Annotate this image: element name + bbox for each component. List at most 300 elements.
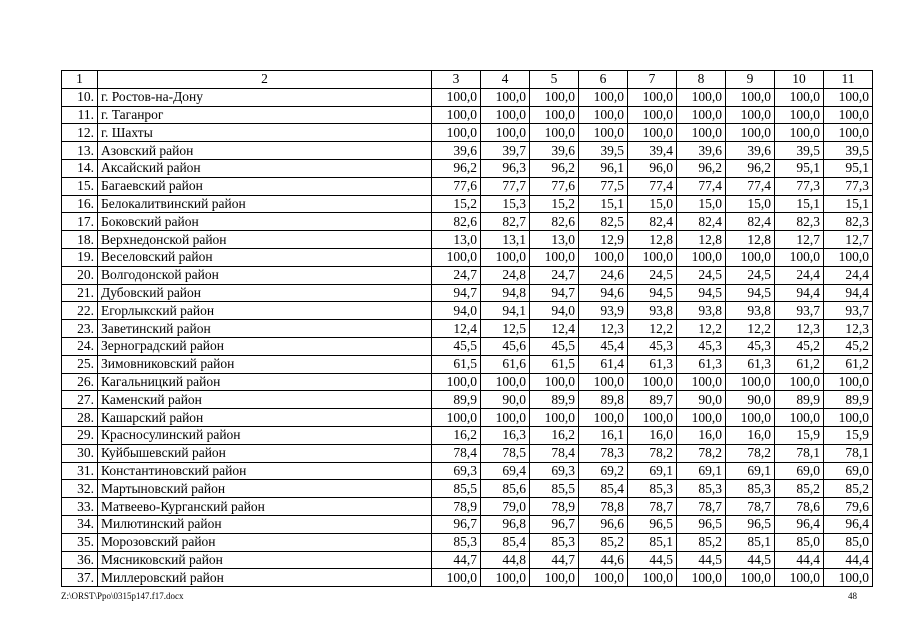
row-number: 29. <box>62 426 98 444</box>
value-cell: 15,0 <box>628 195 677 213</box>
value-cell: 100,0 <box>824 373 873 391</box>
value-cell: 96,5 <box>677 515 726 533</box>
value-cell: 15,2 <box>530 195 579 213</box>
value-cell: 100,0 <box>530 569 579 587</box>
region-name: Верхнедонской район <box>98 231 432 249</box>
table-row <box>62 551 873 569</box>
value-cell: 82,4 <box>677 213 726 231</box>
table-row <box>62 284 873 302</box>
value-cell: 93,7 <box>775 302 824 320</box>
value-cell: 77,6 <box>432 177 481 195</box>
value-cell: 100,0 <box>824 88 873 106</box>
row-number: 25. <box>62 355 98 373</box>
value-cell: 15,1 <box>824 195 873 213</box>
value-cell: 85,3 <box>726 480 775 498</box>
value-cell: 69,3 <box>530 462 579 480</box>
value-cell: 100,0 <box>481 124 530 142</box>
row-number: 22. <box>62 302 98 320</box>
value-cell: 12,2 <box>726 320 775 338</box>
value-cell: 78,9 <box>530 498 579 516</box>
value-cell: 100,0 <box>726 124 775 142</box>
value-cell: 78,6 <box>775 498 824 516</box>
value-cell: 15,0 <box>726 195 775 213</box>
value-cell: 82,6 <box>530 213 579 231</box>
table-row <box>62 444 873 462</box>
table-row <box>62 231 873 249</box>
value-cell: 100,0 <box>628 88 677 106</box>
value-cell: 89,7 <box>628 391 677 409</box>
value-cell: 16,3 <box>481 426 530 444</box>
value-cell: 61,5 <box>432 355 481 373</box>
value-cell: 61,2 <box>775 355 824 373</box>
value-cell: 96,5 <box>726 515 775 533</box>
row-number: 17. <box>62 213 98 231</box>
table-row <box>62 177 873 195</box>
row-number: 36. <box>62 551 98 569</box>
value-cell: 96,5 <box>628 515 677 533</box>
table-row <box>62 373 873 391</box>
value-cell: 61,3 <box>726 355 775 373</box>
value-cell: 78,5 <box>481 444 530 462</box>
value-cell: 93,8 <box>726 302 775 320</box>
row-number: 31. <box>62 462 98 480</box>
value-cell: 82,7 <box>481 213 530 231</box>
table-body <box>62 71 873 587</box>
value-cell: 96,3 <box>481 159 530 177</box>
table-row <box>62 106 873 124</box>
value-cell: 82,6 <box>432 213 481 231</box>
value-cell: 100,0 <box>481 248 530 266</box>
row-number: 34. <box>62 515 98 533</box>
row-number: 37. <box>62 569 98 587</box>
value-cell: 85,3 <box>677 480 726 498</box>
value-cell: 100,0 <box>481 106 530 124</box>
value-cell: 96,4 <box>824 515 873 533</box>
table-row <box>62 569 873 587</box>
column-header-4: 4 <box>481 71 530 89</box>
value-cell: 82,3 <box>775 213 824 231</box>
row-number: 11. <box>62 106 98 124</box>
row-number: 26. <box>62 373 98 391</box>
value-cell: 44,5 <box>726 551 775 569</box>
table-row <box>62 337 873 355</box>
value-cell: 16,2 <box>432 426 481 444</box>
value-cell: 100,0 <box>726 106 775 124</box>
region-name: Белокалитвинский район <box>98 195 432 213</box>
value-cell: 100,0 <box>530 409 579 427</box>
value-cell: 94,8 <box>481 284 530 302</box>
value-cell: 82,4 <box>628 213 677 231</box>
table-row <box>62 88 873 106</box>
value-cell: 94,1 <box>481 302 530 320</box>
value-cell: 94,7 <box>530 284 579 302</box>
value-cell: 78,1 <box>775 444 824 462</box>
value-cell: 85,3 <box>432 533 481 551</box>
value-cell: 100,0 <box>677 409 726 427</box>
value-cell: 93,8 <box>628 302 677 320</box>
value-cell: 100,0 <box>775 106 824 124</box>
row-number: 13. <box>62 142 98 160</box>
value-cell: 100,0 <box>628 248 677 266</box>
value-cell: 100,0 <box>579 88 628 106</box>
value-cell: 15,3 <box>481 195 530 213</box>
value-cell: 94,0 <box>530 302 579 320</box>
value-cell: 44,7 <box>530 551 579 569</box>
value-cell: 100,0 <box>432 88 481 106</box>
region-name: г. Таганрог <box>98 106 432 124</box>
value-cell: 39,5 <box>775 142 824 160</box>
value-cell: 16,0 <box>726 426 775 444</box>
value-cell: 100,0 <box>579 373 628 391</box>
table-row <box>62 515 873 533</box>
value-cell: 89,9 <box>775 391 824 409</box>
value-cell: 85,1 <box>628 533 677 551</box>
region-name: Милютинский район <box>98 515 432 533</box>
region-name: Красносулинский район <box>98 426 432 444</box>
row-number: 33. <box>62 498 98 516</box>
table-row <box>62 426 873 444</box>
value-cell: 100,0 <box>775 88 824 106</box>
value-cell: 78,8 <box>579 498 628 516</box>
column-header-10: 10 <box>775 71 824 89</box>
region-name: Егорлыкский район <box>98 302 432 320</box>
value-cell: 94,0 <box>432 302 481 320</box>
value-cell: 82,4 <box>726 213 775 231</box>
value-cell: 69,1 <box>677 462 726 480</box>
value-cell: 100,0 <box>726 248 775 266</box>
value-cell: 13,0 <box>530 231 579 249</box>
value-cell: 100,0 <box>432 409 481 427</box>
row-number: 35. <box>62 533 98 551</box>
value-cell: 100,0 <box>530 248 579 266</box>
value-cell: 89,9 <box>530 391 579 409</box>
value-cell: 77,4 <box>628 177 677 195</box>
value-cell: 24,4 <box>824 266 873 284</box>
region-name: Кагальницкий район <box>98 373 432 391</box>
value-cell: 45,5 <box>530 337 579 355</box>
value-cell: 44,8 <box>481 551 530 569</box>
value-cell: 96,7 <box>530 515 579 533</box>
row-number: 21. <box>62 284 98 302</box>
value-cell: 85,6 <box>481 480 530 498</box>
value-cell: 24,8 <box>481 266 530 284</box>
region-name: Константиновский район <box>98 462 432 480</box>
value-cell: 95,1 <box>775 159 824 177</box>
value-cell: 16,2 <box>530 426 579 444</box>
value-cell: 13,1 <box>481 231 530 249</box>
value-cell: 45,3 <box>726 337 775 355</box>
value-cell: 12,8 <box>677 231 726 249</box>
region-name: Матвеево-Курганский район <box>98 498 432 516</box>
value-cell: 94,7 <box>432 284 481 302</box>
row-number: 23. <box>62 320 98 338</box>
value-cell: 90,0 <box>677 391 726 409</box>
column-header-7: 7 <box>628 71 677 89</box>
row-number: 12. <box>62 124 98 142</box>
column-header-1: 1 <box>62 71 98 89</box>
value-cell: 85,2 <box>579 533 628 551</box>
value-cell: 45,4 <box>579 337 628 355</box>
value-cell: 78,9 <box>432 498 481 516</box>
value-cell: 85,4 <box>481 533 530 551</box>
value-cell: 77,4 <box>677 177 726 195</box>
value-cell: 100,0 <box>628 106 677 124</box>
row-number: 32. <box>62 480 98 498</box>
value-cell: 100,0 <box>432 373 481 391</box>
value-cell: 89,9 <box>824 391 873 409</box>
value-cell: 100,0 <box>677 88 726 106</box>
value-cell: 85,3 <box>628 480 677 498</box>
value-cell: 96,2 <box>432 159 481 177</box>
table-row <box>62 213 873 231</box>
value-cell: 100,0 <box>530 124 579 142</box>
value-cell: 69,3 <box>432 462 481 480</box>
value-cell: 100,0 <box>628 373 677 391</box>
region-name: Веселовский район <box>98 248 432 266</box>
value-cell: 12,3 <box>579 320 628 338</box>
value-cell: 39,6 <box>726 142 775 160</box>
value-cell: 82,3 <box>824 213 873 231</box>
value-cell: 61,3 <box>677 355 726 373</box>
value-cell: 100,0 <box>824 124 873 142</box>
value-cell: 13,0 <box>432 231 481 249</box>
value-cell: 39,6 <box>530 142 579 160</box>
value-cell: 69,4 <box>481 462 530 480</box>
value-cell: 100,0 <box>775 248 824 266</box>
region-name: Дубовский район <box>98 284 432 302</box>
value-cell: 96,2 <box>677 159 726 177</box>
row-number: 14. <box>62 159 98 177</box>
value-cell: 39,5 <box>579 142 628 160</box>
value-cell: 94,4 <box>775 284 824 302</box>
table-row <box>62 320 873 338</box>
value-cell: 100,0 <box>579 124 628 142</box>
value-cell: 96,2 <box>530 159 579 177</box>
region-name: Морозовский район <box>98 533 432 551</box>
value-cell: 16,1 <box>579 426 628 444</box>
region-name: г. Ростов-на-Дону <box>98 88 432 106</box>
value-cell: 96,0 <box>628 159 677 177</box>
value-cell: 100,0 <box>432 124 481 142</box>
value-cell: 85,5 <box>432 480 481 498</box>
value-cell: 90,0 <box>726 391 775 409</box>
region-name: Боковский район <box>98 213 432 231</box>
value-cell: 78,7 <box>628 498 677 516</box>
value-cell: 100,0 <box>579 569 628 587</box>
value-cell: 24,5 <box>726 266 775 284</box>
value-cell: 100,0 <box>677 248 726 266</box>
region-name: Заветинский район <box>98 320 432 338</box>
value-cell: 79,0 <box>481 498 530 516</box>
value-cell: 100,0 <box>726 373 775 391</box>
value-cell: 100,0 <box>677 569 726 587</box>
value-cell: 78,4 <box>432 444 481 462</box>
row-number: 24. <box>62 337 98 355</box>
region-name: Азовский район <box>98 142 432 160</box>
value-cell: 77,3 <box>775 177 824 195</box>
row-number: 16. <box>62 195 98 213</box>
value-cell: 95,1 <box>824 159 873 177</box>
table-row <box>62 142 873 160</box>
value-cell: 12,3 <box>824 320 873 338</box>
value-cell: 15,0 <box>677 195 726 213</box>
table-row <box>62 409 873 427</box>
value-cell: 79,6 <box>824 498 873 516</box>
value-cell: 16,0 <box>677 426 726 444</box>
value-cell: 94,5 <box>628 284 677 302</box>
region-name: Миллеровский район <box>98 569 432 587</box>
table-row <box>62 355 873 373</box>
value-cell: 44,7 <box>432 551 481 569</box>
value-cell: 100,0 <box>432 106 481 124</box>
value-cell: 12,4 <box>530 320 579 338</box>
value-cell: 100,0 <box>481 88 530 106</box>
column-header-6: 6 <box>579 71 628 89</box>
value-cell: 12,4 <box>432 320 481 338</box>
value-cell: 94,5 <box>677 284 726 302</box>
value-cell: 24,6 <box>579 266 628 284</box>
value-cell: 44,4 <box>824 551 873 569</box>
value-cell: 61,5 <box>530 355 579 373</box>
value-cell: 61,3 <box>628 355 677 373</box>
value-cell: 85,0 <box>775 533 824 551</box>
value-cell: 93,9 <box>579 302 628 320</box>
row-number: 27. <box>62 391 98 409</box>
value-cell: 100,0 <box>579 248 628 266</box>
value-cell: 44,5 <box>628 551 677 569</box>
value-cell: 61,6 <box>481 355 530 373</box>
value-cell: 100,0 <box>824 106 873 124</box>
table-row <box>62 533 873 551</box>
data-table <box>61 70 873 587</box>
value-cell: 16,0 <box>628 426 677 444</box>
column-header-11: 11 <box>824 71 873 89</box>
value-cell: 12,8 <box>628 231 677 249</box>
row-number: 30. <box>62 444 98 462</box>
value-cell: 85,5 <box>530 480 579 498</box>
region-name: Каменский район <box>98 391 432 409</box>
value-cell: 15,2 <box>432 195 481 213</box>
region-name: г. Шахты <box>98 124 432 142</box>
value-cell: 85,1 <box>726 533 775 551</box>
value-cell: 96,6 <box>579 515 628 533</box>
value-cell: 100,0 <box>726 88 775 106</box>
value-cell: 44,5 <box>677 551 726 569</box>
value-cell: 100,0 <box>530 106 579 124</box>
value-cell: 94,6 <box>579 284 628 302</box>
footer-file-path: Z:\ORST\Ppo\0315p147.f17.docx <box>61 591 184 601</box>
value-cell: 100,0 <box>775 569 824 587</box>
value-cell: 45,3 <box>628 337 677 355</box>
value-cell: 69,1 <box>726 462 775 480</box>
value-cell: 69,0 <box>775 462 824 480</box>
value-cell: 100,0 <box>824 569 873 587</box>
value-cell: 61,4 <box>579 355 628 373</box>
value-cell: 93,8 <box>677 302 726 320</box>
value-cell: 24,5 <box>677 266 726 284</box>
value-cell: 69,1 <box>628 462 677 480</box>
value-cell: 85,0 <box>824 533 873 551</box>
value-cell: 89,8 <box>579 391 628 409</box>
row-number: 10. <box>62 88 98 106</box>
value-cell: 85,4 <box>579 480 628 498</box>
value-cell: 94,5 <box>726 284 775 302</box>
table-row <box>62 480 873 498</box>
value-cell: 100,0 <box>530 373 579 391</box>
value-cell: 100,0 <box>775 409 824 427</box>
value-cell: 24,7 <box>432 266 481 284</box>
value-cell: 100,0 <box>677 124 726 142</box>
value-cell: 89,9 <box>432 391 481 409</box>
region-name: Куйбышевский район <box>98 444 432 462</box>
row-number: 15. <box>62 177 98 195</box>
value-cell: 24,7 <box>530 266 579 284</box>
value-cell: 24,5 <box>628 266 677 284</box>
value-cell: 100,0 <box>579 409 628 427</box>
region-name: Кашарский район <box>98 409 432 427</box>
table-row <box>62 302 873 320</box>
value-cell: 39,5 <box>824 142 873 160</box>
region-name: Зерноградский район <box>98 337 432 355</box>
value-cell: 39,6 <box>677 142 726 160</box>
value-cell: 77,3 <box>824 177 873 195</box>
region-name: Зимовниковский район <box>98 355 432 373</box>
value-cell: 15,1 <box>775 195 824 213</box>
value-cell: 15,1 <box>579 195 628 213</box>
value-cell: 100,0 <box>628 409 677 427</box>
column-header-9: 9 <box>726 71 775 89</box>
value-cell: 100,0 <box>677 373 726 391</box>
value-cell: 15,9 <box>775 426 824 444</box>
value-cell: 100,0 <box>628 569 677 587</box>
column-header-8: 8 <box>677 71 726 89</box>
value-cell: 100,0 <box>824 409 873 427</box>
value-cell: 77,7 <box>481 177 530 195</box>
value-cell: 78,4 <box>530 444 579 462</box>
value-cell: 82,5 <box>579 213 628 231</box>
value-cell: 45,6 <box>481 337 530 355</box>
value-cell: 12,8 <box>726 231 775 249</box>
region-name: Мясниковский район <box>98 551 432 569</box>
value-cell: 45,2 <box>824 337 873 355</box>
value-cell: 12,2 <box>677 320 726 338</box>
value-cell: 78,7 <box>726 498 775 516</box>
value-cell: 78,2 <box>677 444 726 462</box>
value-cell: 85,2 <box>824 480 873 498</box>
column-header-5: 5 <box>530 71 579 89</box>
value-cell: 100,0 <box>432 248 481 266</box>
value-cell: 12,9 <box>579 231 628 249</box>
value-cell: 96,1 <box>579 159 628 177</box>
table-row <box>62 159 873 177</box>
value-cell: 94,4 <box>824 284 873 302</box>
value-cell: 93,7 <box>824 302 873 320</box>
value-cell: 39,7 <box>481 142 530 160</box>
value-cell: 100,0 <box>628 124 677 142</box>
value-cell: 69,2 <box>579 462 628 480</box>
value-cell: 39,6 <box>432 142 481 160</box>
value-cell: 77,5 <box>579 177 628 195</box>
value-cell: 44,4 <box>775 551 824 569</box>
value-cell: 96,8 <box>481 515 530 533</box>
value-cell: 100,0 <box>530 88 579 106</box>
value-cell: 77,4 <box>726 177 775 195</box>
row-number: 20. <box>62 266 98 284</box>
table-row <box>62 124 873 142</box>
value-cell: 100,0 <box>775 373 824 391</box>
column-header-2: 2 <box>98 71 432 89</box>
value-cell: 78,1 <box>824 444 873 462</box>
